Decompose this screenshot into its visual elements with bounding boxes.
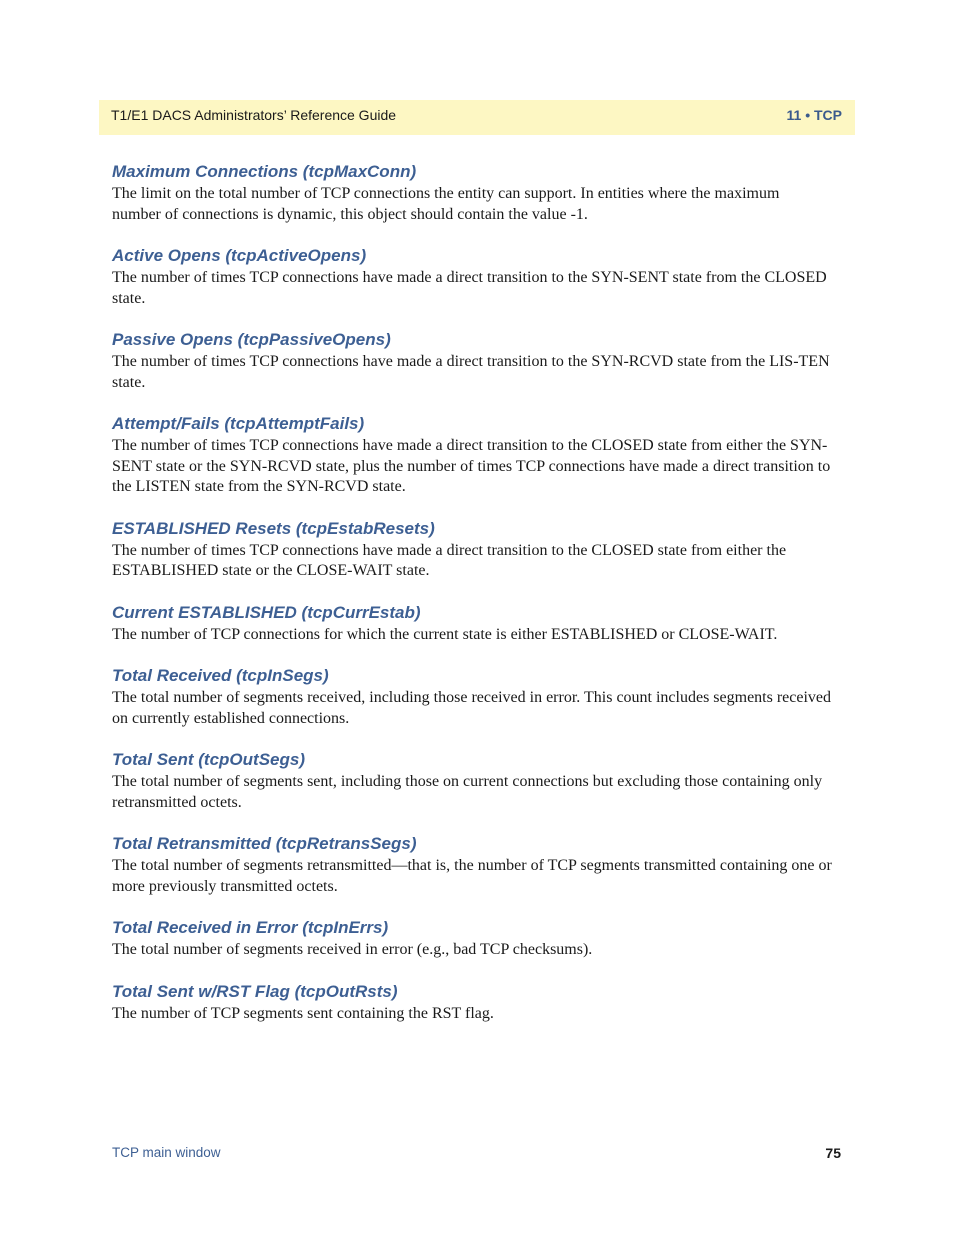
section-heading: Total Received in Error (tcpInErrs): [112, 918, 389, 937]
section-body: The number of times TCP connections have made a direct transition to the SYN-SENT state from the CLOSED state.: [112, 269, 827, 307]
running-header: [99, 100, 855, 135]
section-passive-opens: [112, 328, 832, 393]
section-total-retransmitted: [112, 832, 832, 897]
section-heading: Total Sent (tcpOutSegs): [112, 750, 305, 769]
section-heading: ESTABLISHED Resets (tcpEstabResets): [112, 518, 435, 538]
section-heading: Total Sent w/RST Flag (tcpOutRsts): [112, 981, 398, 1001]
section-body: The total number of segments received, including those received in error. This count includes segments received on currently established connections.: [112, 689, 832, 727]
section-total-sent-rst: [112, 980, 832, 1025]
page-number: 75: [825, 1145, 841, 1161]
section-heading: Current ESTABLISHED (tcpCurrEstab): [112, 602, 421, 622]
section-heading: Attempt/Fails (tcpAttemptFails): [112, 414, 365, 433]
section-body: The total number of segments sent, including those on current connections but excluding those containing only retransmitted octets.: [112, 773, 823, 811]
chapter-label: 11 • TCP: [786, 107, 842, 123]
section-current-established: [112, 601, 832, 646]
section-body: The number of TCP segments sent containing the RST flag.: [112, 1004, 494, 1022]
section-total-received: [112, 664, 832, 729]
section-established-resets: [112, 517, 832, 582]
section-max-connections: [112, 160, 832, 225]
section-body: The limit on the total number of TCP connections the entity can support. In entities where the maximum number of connections is dynamic, this object should contain the value -1.: [112, 185, 780, 223]
document-title: T1/E1 DACS Administrators’ Reference Guide: [111, 107, 397, 123]
section-total-received-in-error: [112, 916, 832, 961]
section-heading: Maximum Connections (tcpMaxConn): [112, 162, 417, 181]
page-content: [112, 160, 832, 1043]
section-active-opens: [112, 244, 832, 309]
section-body: The total number of segments received in error (e.g., bad TCP checksums).: [112, 941, 593, 958]
section-heading: Total Retransmitted (tcpRetransSegs): [112, 834, 417, 853]
section-body: The number of TCP connections for which the current state is either ESTABLISHED or CLOSE-WAIT.: [112, 625, 778, 643]
section-body: The number of times TCP connections have made a direct transition to the SYN-RCVD state from the LIS-TEN state.: [112, 353, 830, 391]
footer-section-name: TCP main window: [112, 1145, 221, 1160]
section-body: The number of times TCP connections have made a direct transition to the CLOSED state from either the ESTABLISHED state or the CLOSE-WAIT state.: [112, 541, 787, 579]
section-body: The total number of segments retransmitted—that is, the number of TCP segments transmitted containing one or more previously transmitted octets.: [112, 857, 832, 895]
section-body: The number of times TCP connections have made a direct transition to the CLOSED state from either the SYN-SENT state or the SYN-RCVD state, plus the number of times TCP connections have made a direct transition to the LISTEN state from the SYN-RCVD state.: [112, 437, 831, 495]
section-heading: Passive Opens (tcpPassiveOpens): [112, 330, 391, 349]
section-heading: Total Received (tcpInSegs): [112, 666, 329, 685]
section-heading: Active Opens (tcpActiveOpens): [112, 246, 367, 265]
section-attempt-fails: [112, 412, 832, 498]
section-total-sent: [112, 748, 832, 813]
